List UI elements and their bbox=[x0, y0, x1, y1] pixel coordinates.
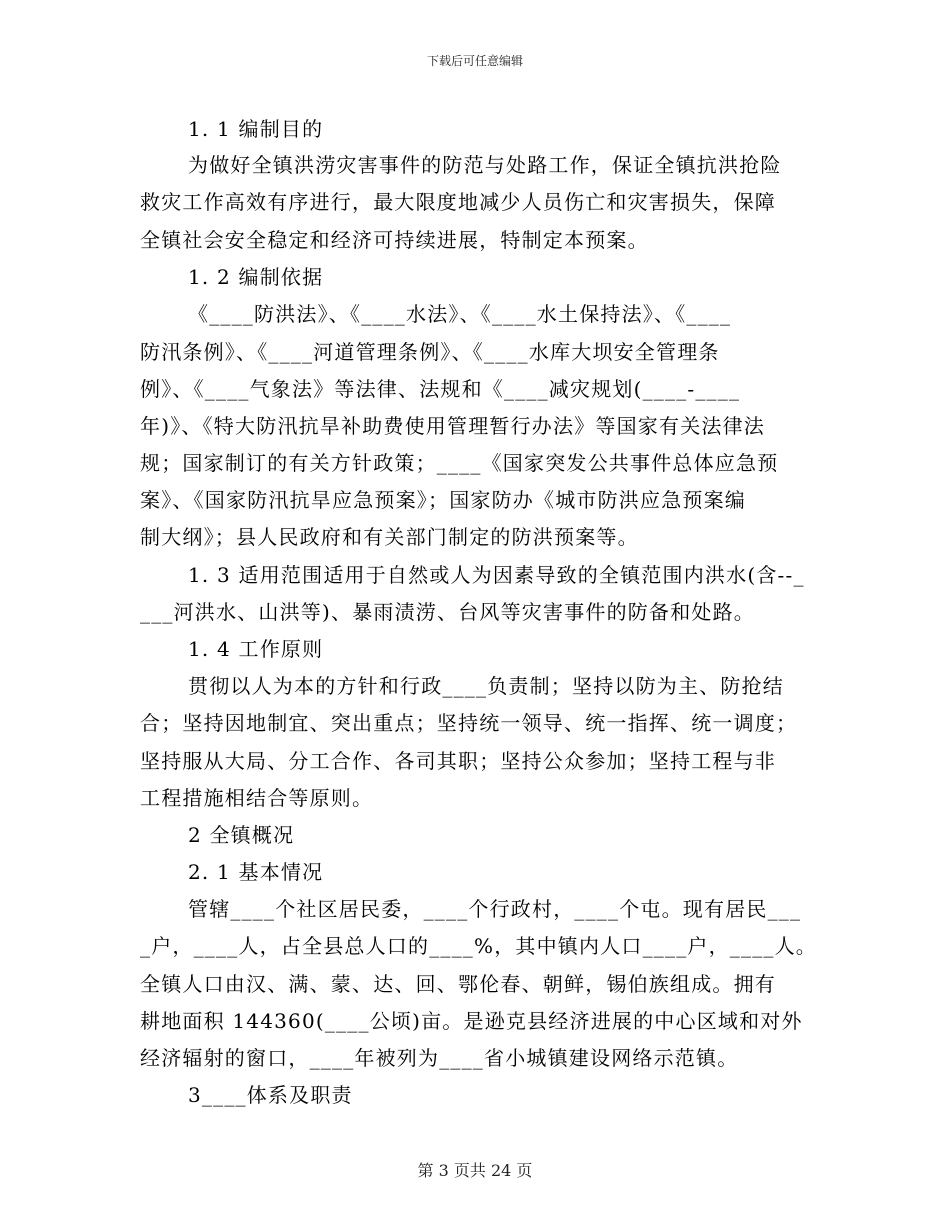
paragraph-line: 案》、《国家防汛抗旱应急预案》；国家防办《城市防洪应急预案编 bbox=[140, 488, 746, 512]
section-heading-1-1: 1. 1 编制目的 bbox=[188, 117, 324, 141]
section-heading-3: 3____体系及职责 bbox=[188, 1083, 353, 1107]
paragraph-line: 规；国家制订的有关方针政策；____《国家突发公共事件总体应急预 bbox=[140, 451, 779, 475]
section-heading-1-2: 1. 2 编制依据 bbox=[188, 265, 324, 289]
paragraph-line: 全镇人口由汉、满、蒙、达、回、鄂伦春、朝鲜，锡伯族组成。拥有 bbox=[140, 972, 776, 996]
paragraph-line: ___河洪水、山洪等)、暴雨渍涝、台风等灾害事件的防备和处路。 bbox=[140, 600, 756, 624]
paragraph-line: 制大纲》；县人民政府和有关部门制定的防洪预案等。 bbox=[140, 525, 639, 549]
page-header: 下载后可任意编辑 bbox=[426, 54, 523, 68]
paragraph-line: 贯彻以人为本的方针和行政____负责制；坚持以防为主、防抢结 bbox=[188, 674, 784, 698]
paragraph-line: 《____防洪法》、《____水法》、《____水土保持法》、《____ bbox=[188, 302, 732, 326]
paragraph-line: 合；坚持因地制宜、突出重点；坚持统一领导、统一指挥、统一调度； bbox=[140, 711, 798, 735]
paragraph-line: 坚持服从大局、分工合作、各司其职；坚持公众参加；坚持工程与非 bbox=[140, 749, 776, 773]
paragraph-line: 经济辐射的窗口，____年被列为____省小城镇建设网络示范镇。 bbox=[140, 1046, 739, 1070]
page-footer: 第 3 页共 24 页 bbox=[417, 1161, 533, 1180]
paragraph-line: 救灾工作高效有序进行，最大限度地减少人员伤亡和灾害损失，保障 bbox=[140, 190, 776, 214]
section-heading-1-3: 1. 3 适用范围适用于自然或人为因素导致的全镇范围内洪水(含--_ bbox=[188, 563, 805, 587]
paragraph-line: 例》、《____气象法》等法律、法规和《____减灾规划(____-____ bbox=[140, 377, 741, 401]
paragraph-line: 为做好全镇洪涝灾害事件的防范与处路工作，保证全镇抗洪抢险 bbox=[188, 153, 782, 177]
paragraph-line: 全镇社会安全稳定和经济可持续进展，特制定本预案。 bbox=[140, 228, 649, 252]
paragraph-line: 年)》、《特大防汛抗旱补助费使用管理暂行办法》等国家有关法律法 bbox=[140, 414, 766, 438]
section-heading-1-4: 1. 4 工作原则 bbox=[188, 637, 324, 661]
paragraph-line: 耕地面积 144360(____公顷)亩。是逊克县经济进展的中心区域和对外 bbox=[140, 1009, 803, 1033]
section-heading-2: 2 全镇概况 bbox=[188, 823, 295, 847]
paragraph-line: 管辖____个社区居民委，____个行政村，____个屯。现有居民___ bbox=[188, 897, 802, 921]
section-heading-2-1: 2. 1 基本情况 bbox=[188, 860, 324, 884]
paragraph-line: _户，____人，占全县总人口的____%，其中镇内人口____户，____人。 bbox=[140, 934, 818, 958]
paragraph-line: 工程措施相结合等原则。 bbox=[140, 786, 374, 810]
paragraph-line: 防汛条例》、《____河道管理条例》、《____水库大坝安全管理条 bbox=[140, 340, 720, 364]
